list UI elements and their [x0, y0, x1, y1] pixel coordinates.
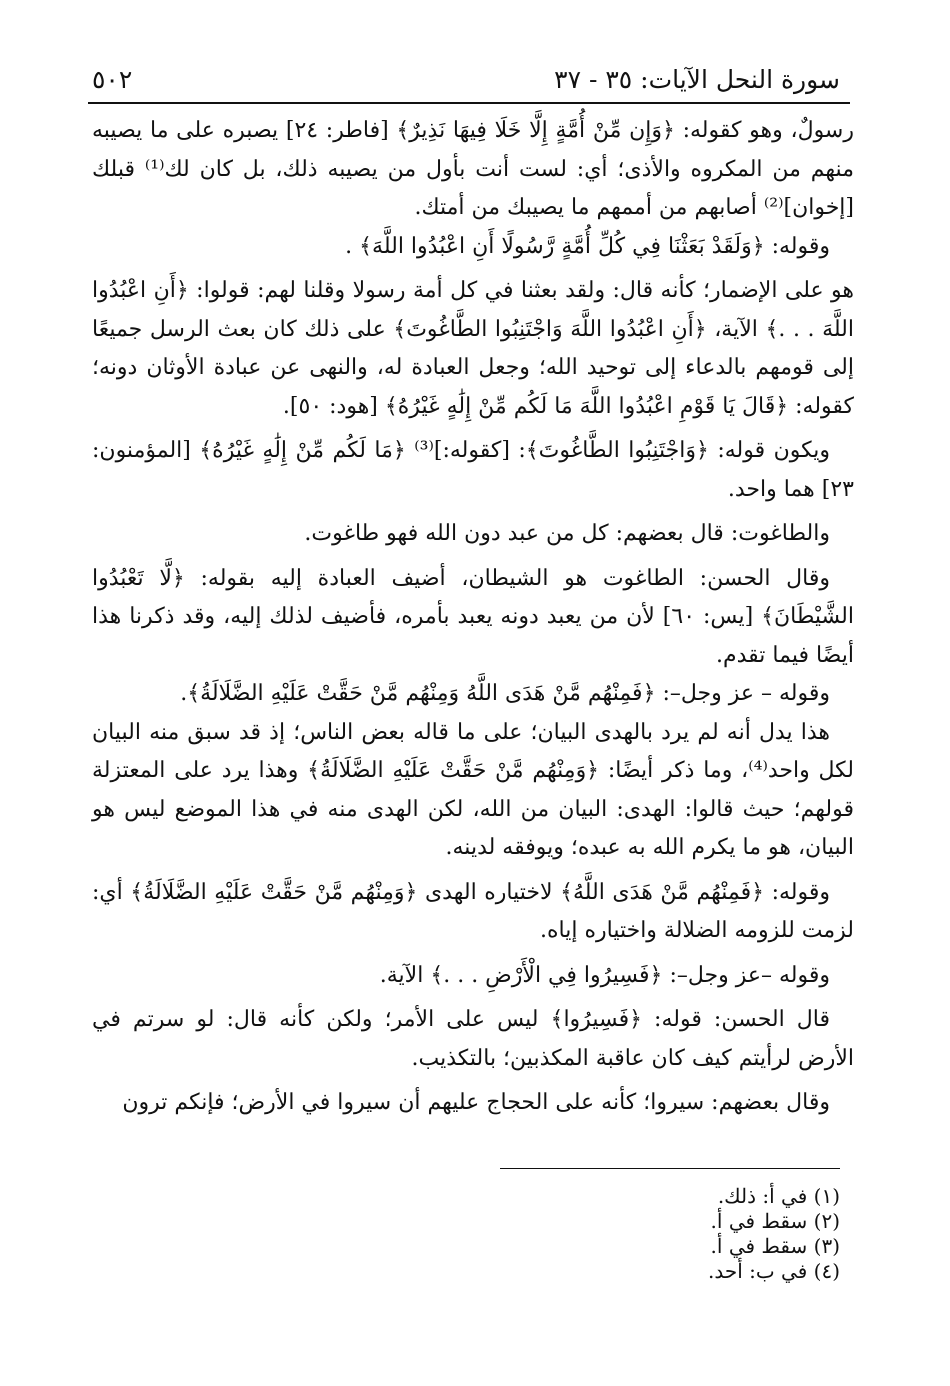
paragraph: وقوله – عز وجل–: ﴿فَمِنْهُم مَّنْ هَدَى اللَّهُ وَمِنْهُم مَّنْ حَقَّتْ عَلَيْهِ الضَّلَالَةُ﴾. — [180, 681, 830, 706]
paragraph: والطاغوت: قال بعضهم: كل من عبد دون الله فهو طاغوت. — [304, 521, 830, 546]
page-body — [92, 112, 854, 1123]
paragraph: وقال الحسن: الطاغوت هو الشيطان، أضيف العبادة إليه بقوله: ﴿لَّا تَعْبُدُوا الشَّيْطَانَ﴾ [يس: ٦٠] لأن من يعبد دونه يعبد بأمره، فأضيف لذلك إليه، وقد ذكرنا هذا أيضًا فيما تقدم. — [92, 565, 855, 668]
header-divider — [88, 102, 850, 104]
footnote: (١) في أ: ذلك. — [717, 1184, 840, 1208]
footnote: (٤) في ب: أحد. — [707, 1259, 840, 1283]
page-header — [92, 60, 840, 98]
footnote: (٣) سقط في أ. — [710, 1234, 840, 1258]
paragraph: رسولٌ، وهو كقوله: ﴿وَإِن مِّنْ أُمَّةٍ إِلَّا خَلَا فِيهَا نَذِيرٌ﴾ [فاطر: ٢٤] يصبره على ما يصيبه منهم من المكروه والأذى؛ أي: لست أنت بأول من يصيبه ذلك، بل كان لك⁽¹⁾ قبلك [إخوان]⁽²⁾ أصابهم من أممهم ما يصيبك من أمتك. — [92, 118, 854, 220]
footnotes — [708, 1184, 840, 1284]
page-number: ٥٠٢ — [92, 64, 133, 94]
paragraph: وقوله –عز وجل–: ﴿فَسِيرُوا فِي الْأَرْضِ . . .﴾ الآية. — [379, 962, 830, 988]
paragraph: وقوله: ﴿وَلَقَدْ بَعَثْنَا فِي كُلِّ أُمَّةٍ رَّسُولًا أَنِ اعْبُدُوا اللَّهَ﴾ . — [345, 233, 830, 259]
footnote-divider — [500, 1168, 840, 1169]
header-title: سورة النحل الآيات: ٣٥ - ٣٧ — [554, 64, 840, 94]
paragraph: قال الحسن: قوله: ﴿فَسِيرُوا﴾ ليس على الأمر؛ ولكن كأنه قال: لو سرتم في الأرض لرأيتم كيف كان عاقبة المكذبين؛ بالتكذيب. — [92, 1007, 854, 1071]
paragraph: وقال بعضهم: سيروا؛ كأنه على الحجاج عليهم أن سيروا في الأرض؛ فإنكم ترون — [122, 1090, 830, 1115]
footnote: (٢) سقط في أ. — [710, 1209, 840, 1233]
paragraph: هذا يدل أنه لم يرد بالهدى البيان؛ على ما قاله بعض الناس؛ إذ قد سبق منه البيان لكل واحد⁽⁴⁾، وما ذكر أيضًا: ﴿وَمِنْهُم مَّنْ حَقَّتْ عَلَيْهِ الضَّلَالَةُ﴾ وهذا يرد على المعتزلة قولهم؛ حيث قالوا: الهدى: البيان من الله، لكن الهدى منه في هذا الموضع ليس هو البيان، هو ما يكرم الله به عبده؛ ويوفقه لدينه. — [92, 719, 855, 860]
paragraph: هو على الإضمار؛ كأنه قال: ولقد بعثنا في كل أمة رسولا وقلنا لهم: قولوا: ﴿أَنِ اعْبُدُوا اللَّهَ . . .﴾ الآية، ﴿أَنِ اعْبُدُوا اللَّهَ وَاجْتَنِبُوا الطَّاغُوتَ﴾ على ذلك كان بعث الرسل جميعًا إلى قومهم بالدعاء إلى توحيد الله؛ وجعل العبادة له، والنهى عن عبادة الأوثان دونه؛ كقوله: ﴿قَالَ يَا قَوْمِ اعْبُدُوا اللَّهَ مَا لَكُم مِّنْ إِلَٰهٍ غَيْرُهُ﴾ [هود: ٥٠]. — [92, 278, 854, 419]
paragraph: وقوله: ﴿فَمِنْهُم مَّنْ هَدَى اللَّهُ﴾ لاختياره الهدى ﴿وَمِنْهُم مَّنْ حَقَّتْ عَلَيْهِ الضَّلَالَةُ﴾ أي: لزمت للزومه الضلالة واختياره إياه. — [92, 879, 854, 943]
paragraph: ويكون قوله: ﴿وَاجْتَنِبُوا الطَّاغُوتَ﴾: [كقوله:]⁽³⁾ ﴿مَا لَكُم مِّنْ إِلَٰهٍ غَيْرُهُ﴾ [المؤمنون: ٢٣] هما واحد. — [92, 438, 854, 502]
